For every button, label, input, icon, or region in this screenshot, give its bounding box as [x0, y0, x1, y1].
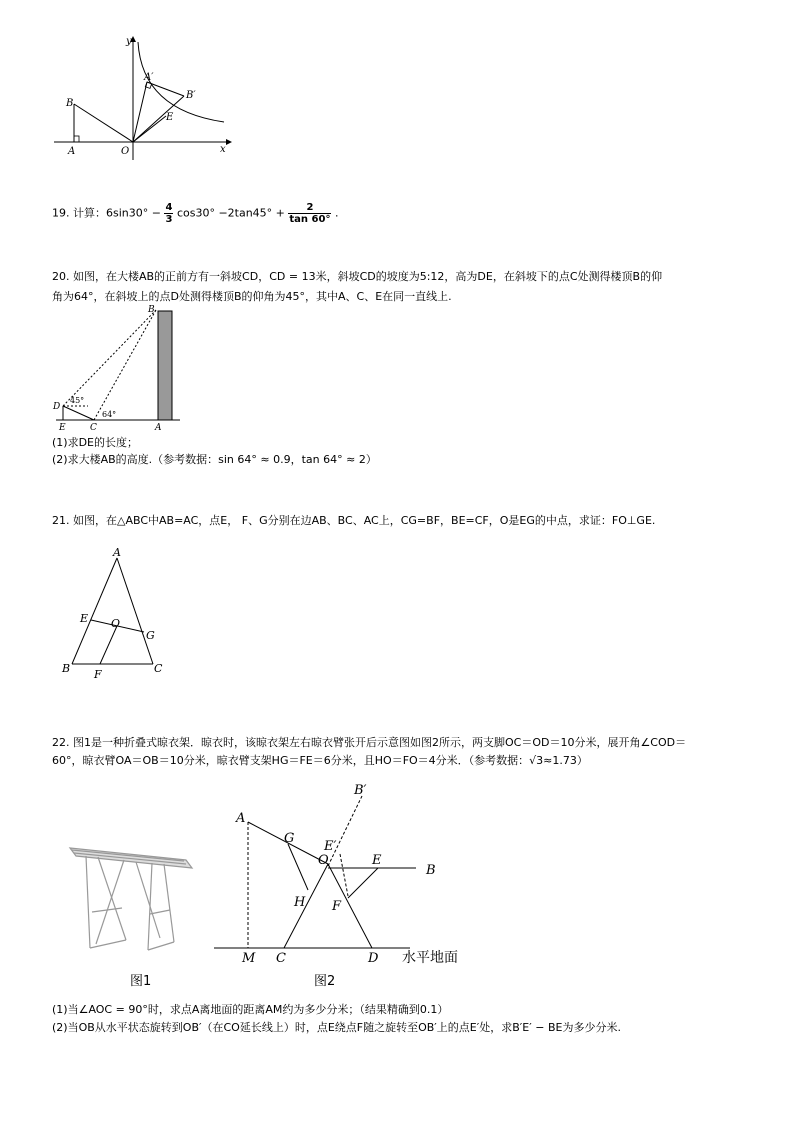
fig2-caption: 图2 [314, 974, 336, 989]
label-G: G [146, 629, 155, 642]
label-C: C [276, 951, 286, 966]
label-B: B [426, 863, 436, 878]
q20-sub2: (2)求大楼AB的高度.（参考数据：sin 64° ≈ 0.9，tan 64° ≈ 2） [52, 453, 377, 466]
label-E: E [166, 112, 174, 123]
question-19 [52, 202, 338, 225]
q19-fraction-2: $\frac{2}{\tan 60^\circ}$ [289, 202, 331, 225]
label-A: A [155, 423, 162, 432]
label-x: x [220, 144, 226, 155]
angle-64: 64° [102, 410, 117, 419]
label-F: F [94, 668, 102, 681]
label-C: C [90, 423, 97, 432]
q19-suffix: . [334, 206, 339, 220]
q22-line2: 60°，晾衣臂OA＝OB＝10分米，晾衣臂支架HG＝FE＝6分米，且HO＝FO＝4分米．（参考数据：√3≈1.73） [52, 754, 588, 767]
fig1-caption: 图1 [130, 974, 152, 989]
q20-line2: 角为64°，在斜坡上的点D处测得楼顶B的仰角为45°，其中A、C、E在同一直线上. [52, 290, 452, 303]
q19-fraction-1: $\frac{4}{3}$ [165, 202, 173, 225]
q20-figure [52, 304, 192, 432]
q22-sub1: (1)当∠AOC = 90°时，求点A离地面的距离AM约为多少分米；（结果精确到0.1） [52, 1003, 449, 1016]
label-B-prime: B′ [354, 783, 367, 798]
label-D: D [368, 951, 379, 966]
ground-label: 水平地面 [402, 950, 458, 966]
q22-sub2: (2)当OB从水平状态旋转到OB′（在CO延长线上）时，点E绕点F随之旋转至OB′上的点E′处，求B′E′ − BE为多少分米. [52, 1021, 621, 1034]
label-A: A [113, 546, 121, 559]
building-ab [158, 311, 172, 420]
label-E-prime: E′ [324, 839, 337, 854]
label-B: B [66, 98, 74, 109]
q20-sub1: (1)求DE的长度； [52, 436, 139, 449]
label-y: y [126, 36, 132, 47]
label-E: E [372, 853, 382, 868]
label-H: H [294, 895, 306, 910]
label-O: O [318, 853, 329, 868]
label-E: E [80, 612, 89, 625]
q19-prefix: 19. 计算：6sin30° − [52, 206, 161, 220]
label-F: F [332, 899, 342, 914]
q22-figure-2 [210, 780, 470, 970]
label-A-prime: A′ [144, 72, 154, 83]
label-D: D [53, 402, 61, 412]
label-O: O [121, 146, 130, 157]
q22-line1: 22. 图1是一种折叠式晾衣架．晾衣时，该晾衣架左右晾衣臂张开后示意图如图2所示，两支脚OC＝OD＝10分米，展开角∠COD＝ [52, 736, 687, 749]
q19-mid: cos30° −2tan45° + [176, 206, 285, 220]
label-O: O [111, 617, 121, 630]
label-B: B [148, 305, 155, 315]
label-B: B [62, 662, 71, 675]
label-B-prime: B′ [186, 90, 196, 101]
label-E: E [59, 423, 66, 432]
coordinate-figure [50, 30, 240, 160]
x-axis-arrow [226, 139, 232, 145]
label-A: A [236, 811, 246, 826]
label-C: C [154, 662, 163, 675]
q20-line1: 20. 如图，在大楼AB的正前方有一斜坡CD，CD = 13米，斜坡CD的坡度为5:12，高为DE，在斜坡下的点C处测得楼顶B的仰 [52, 270, 663, 283]
drying-rack-image [66, 842, 196, 954]
label-G: G [284, 831, 295, 846]
label-M: M [242, 951, 256, 966]
q21-figure [60, 546, 170, 682]
angle-45: 45° [70, 396, 85, 405]
q21-text: 21. 如图，在△ABC中AB=AC，点E， F、G分别在边AB、BC、AC上，CG=BF，BE=CF，O是EG的中点，求证：FO⊥GE. [52, 514, 656, 527]
label-A: A [68, 146, 76, 157]
